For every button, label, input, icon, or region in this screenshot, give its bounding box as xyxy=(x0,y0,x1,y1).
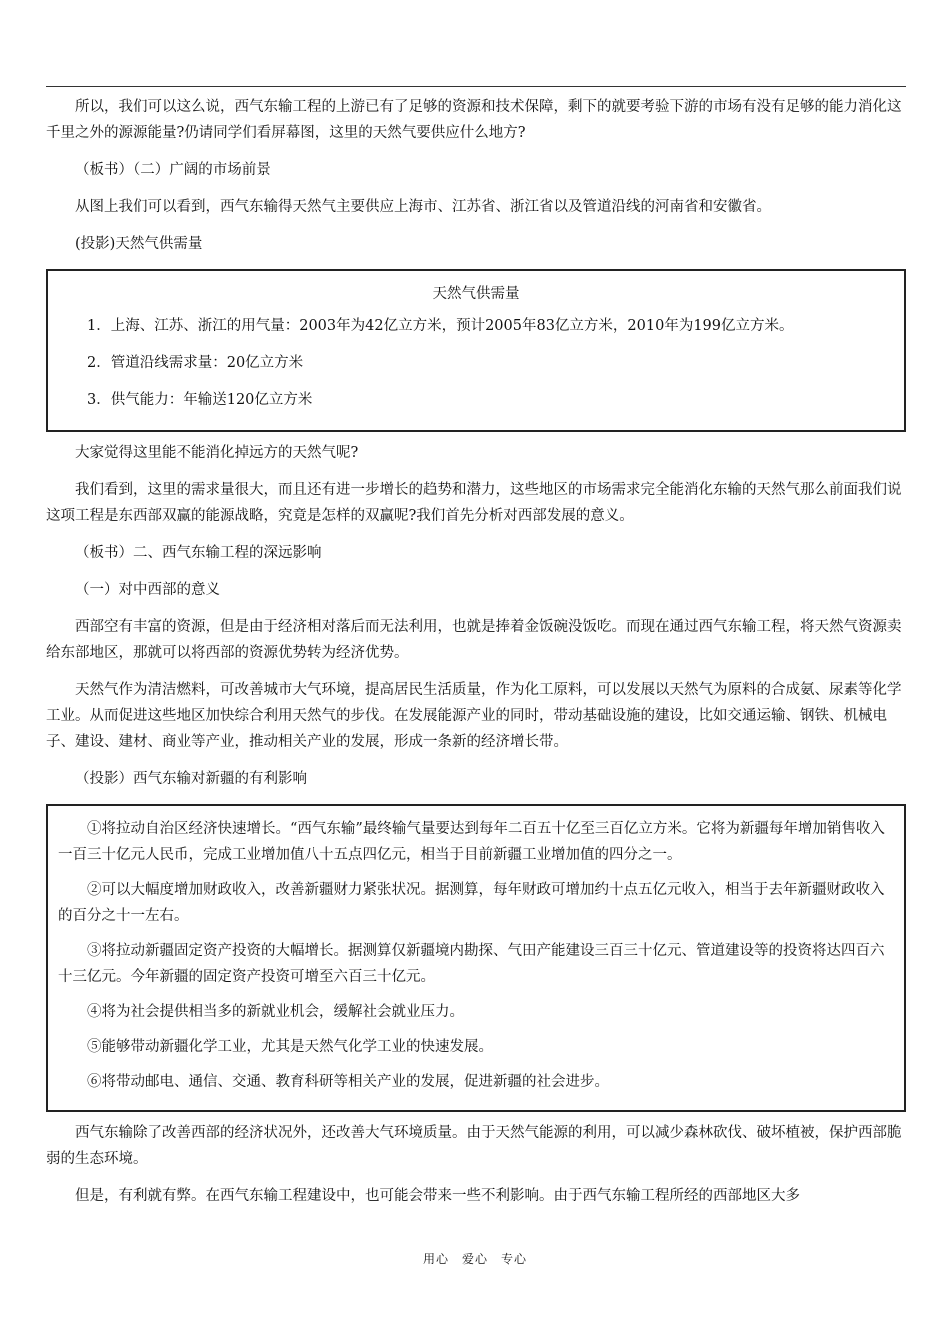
page-footer: 用心 爱心 专心 xyxy=(422,1252,527,1266)
document-body xyxy=(46,94,906,1209)
paragraph: 我们看到，这里的需求量很大，而且还有进一步增长的趋势和潜力，这些地区的市场需求完全能消化东输的天然气那么前面我们说这项工程是东西部双赢的能源战略，究竟是怎样的双赢呢?我们首先分析对西部发展的意义。 xyxy=(46,482,902,524)
box-item: 1．上海、江苏、浙江的用气量：2003年为42亿立方米，预计2005年83亿立方米，2010年为199亿立方米。 xyxy=(87,318,794,334)
xinjiang-impact-box xyxy=(46,804,906,1112)
box-item: ③将拉动新疆固定资产投资的大幅增长。据测算仅新疆境内勘探、气田产能建设三百三十亿元、管道建设等的投资将达四百六十三亿元。今年新疆的固定资产投资可增至六百三十亿元。 xyxy=(58,943,885,985)
paragraph: 从图上我们可以看到，西气东输得天然气主要供应上海市、江苏省、浙江省以及管道沿线的河南省和安徽省。 xyxy=(75,199,771,215)
header-rule xyxy=(46,86,906,87)
section-heading: （一）对中西部的意义 xyxy=(75,582,220,598)
box-item: 2．管道沿线需求量：20亿立方米 xyxy=(87,355,304,371)
paragraph: 西部空有丰富的资源，但是由于经济相对落后而无法利用，也就是捧着金饭碗没饭吃。而现在通过西气东输工程，将天然气资源卖给东部地区，那就可以将西部的资源优势转为经济优势。 xyxy=(46,619,902,661)
box-item: 3．供气能力：年输送120亿立方米 xyxy=(87,392,313,408)
paragraph: 天然气作为清洁燃料，可改善城市大气环境，提高居民生活质量，作为化工原料，可以发展以天然气为原料的合成氨、尿素等化学工业。从而促进这些地区加快综合利用天然气的步伐。在发展能源产业的同时，带动基础设施的建设，比如交通运输、钢铁、机械电子、建设、建材、商业等产业，推动相关产业的发展，形成一条新的经济增长带。 xyxy=(46,682,902,750)
box-item: ②可以大幅度增加财政收入，改善新疆财力紧张状况。据测算，每年财政可增加约十点五亿元收入，相当于去年新疆财政收入的百分之十一左右。 xyxy=(58,882,885,924)
box-title: 天然气供需量 xyxy=(432,286,520,302)
board-heading: （板书）（二）广阔的市场前景 xyxy=(75,162,271,178)
box-item: ⑤能够带动新疆化学工业，尤其是天然气化学工业的快速发展。 xyxy=(87,1039,493,1055)
supply-demand-box xyxy=(46,269,906,432)
paragraph: 大家觉得这里能不能消化掉远方的天然气呢? xyxy=(75,445,359,461)
box-item: ①将拉动自治区经济快速增长。“西气东输”最终输气量要达到每年二百五十亿至三百亿立方米。它将为新疆每年增加销售收入一百三十亿元人民币，完成工业增加值八十五点四亿元，相当于目前新疆工业增加值的四分之一。 xyxy=(58,821,885,863)
paragraph: 但是，有利就有弊。在西气东输工程建设中，也可能会带来一些不利影响。由于西气东输工程所经的西部地区大多 xyxy=(75,1188,800,1204)
projection-heading: （投影）西气东输对新疆的有利影响 xyxy=(75,771,307,787)
board-heading: （板书）二、西气东输工程的深远影响 xyxy=(75,545,322,561)
projection-heading: (投影)天然气供需量 xyxy=(75,236,203,252)
paragraph: 西气东输除了改善西部的经济状况外，还改善大气环境质量。由于天然气能源的利用，可以减少森林砍伐、破坏植被，保护西部脆弱的生态环境。 xyxy=(46,1125,902,1167)
box-item: ⑥将带动邮电、通信、交通、教育科研等相关产业的发展，促进新疆的社会进步。 xyxy=(87,1074,609,1090)
box-item: ④将为社会提供相当多的新就业机会，缓解社会就业压力。 xyxy=(87,1004,464,1020)
paragraph: 所以，我们可以这么说，西气东输工程的上游已有了足够的资源和技术保障，剩下的就要考验下游的市场有没有足够的能力消化这千里之外的源源能量?仍请同学们看屏幕图，这里的天然气要供应什么地方? xyxy=(46,99,902,141)
